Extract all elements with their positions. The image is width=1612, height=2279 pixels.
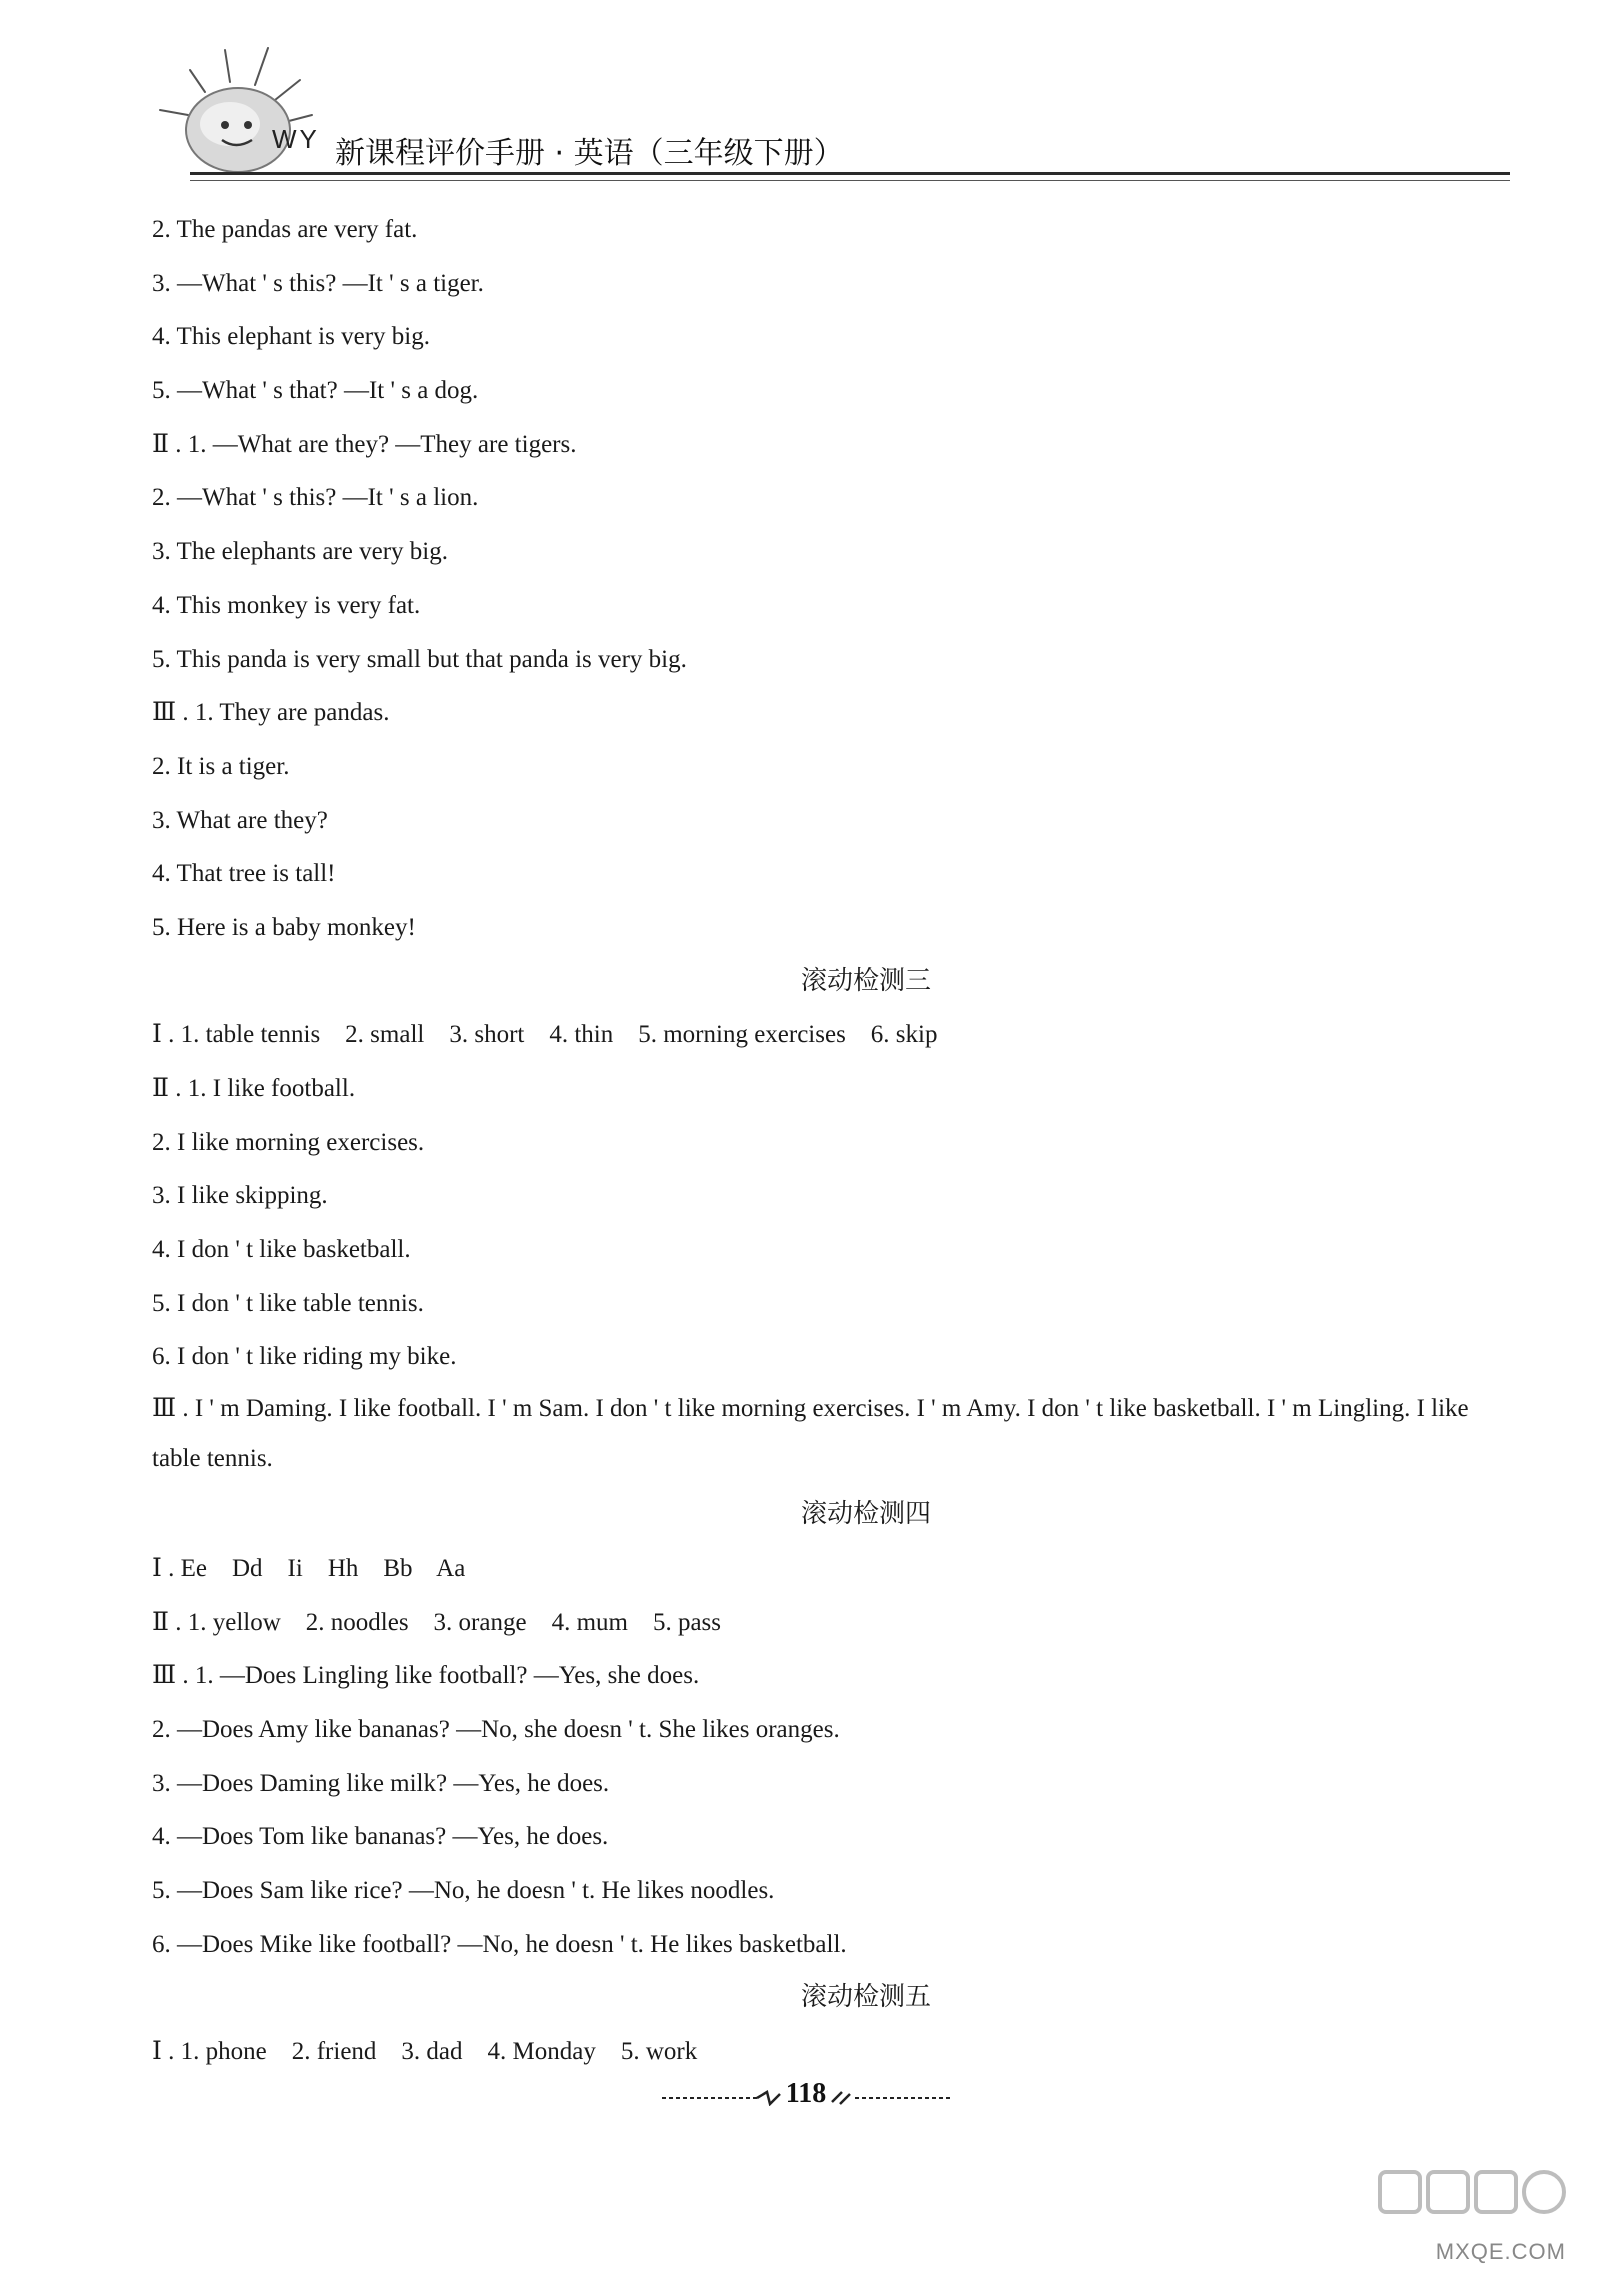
answer-line: 3. —Does Daming like milk? —Yes, he does. (152, 1769, 610, 1797)
answer-line: 4. That tree is tall! (152, 860, 336, 888)
answer-line: 5. Here is a baby monkey! (152, 913, 416, 941)
left-flourish-icon (662, 2090, 782, 2106)
answer-line: 3. What are they? (152, 806, 328, 834)
answer-line: Ⅰ . Ee Dd Ii Hh Bb Aa (152, 1554, 466, 1582)
answer-line: 3. The elephants are very big. (152, 538, 448, 566)
answer-line: 6. I don ' t like riding my bike. (152, 1343, 457, 1371)
answer-line: Ⅱ . 1. yellow 2. noodles 3. orange 4. mum 5. pass (152, 1608, 722, 1636)
answer-line: Ⅱ . 1. I like football. (152, 1075, 356, 1102)
book-title: 新课程评价手册 · 英语（三年级下册） (335, 136, 844, 171)
answer-line: 2. —Does Amy like bananas? —No, she doesn ' t. She likes oranges. (152, 1715, 840, 1743)
header-rule (190, 172, 1510, 175)
sun-mascot-icon (150, 40, 320, 180)
right-flourish-icon (830, 2090, 950, 2106)
answer-line: 4. This elephant is very big. (152, 323, 430, 351)
answer-line: 6. —Does Mike like football? —No, he doesn ' t. He likes basketball. (152, 1930, 847, 1958)
section-heading: 滚动检测五 (800, 1982, 931, 2013)
answer-line: 4. This monkey is very fat. (152, 591, 421, 619)
answer-line: 4. —Does Tom like bananas? —Yes, he does. (152, 1823, 609, 1851)
section-heading: 滚动检测三 (800, 965, 931, 996)
section-heading: 滚动检测四 (800, 1499, 931, 1530)
page-header (150, 40, 1510, 190)
answer-line: 2. The pandas are very fat. (152, 216, 418, 243)
answer-line: 5. This panda is very small but that panda is very big. (152, 645, 687, 673)
page-number: 118 (785, 2078, 827, 2109)
answer-line: 5. —What ' s that? —It ' s a dog. (152, 377, 479, 405)
answer-line: 3. —What ' s this? —It ' s a tiger. (152, 269, 484, 297)
answer-line: 2. —What ' s this? —It ' s a lion. (152, 484, 479, 512)
answer-line: 5. I don ' t like table tennis. (152, 1289, 424, 1317)
answer-line: Ⅰ . 1. phone 2. friend 3. dad 4. Monday 5. work (152, 2038, 698, 2065)
answer-paragraph: Ⅲ . I ' m Daming. I like football. I ' m Sam. I don ' t like morning exercises. I ' m Amy. I don ' t like basketball. I ' m Lingling. I like table tennis. (152, 1395, 1469, 1473)
answer-content (152, 203, 1512, 2079)
answer-line: 2. I like morning exercises. (152, 1128, 425, 1156)
answer-line: 3. I like skipping. (152, 1182, 328, 1210)
answer-line: Ⅱ . 1. —What are they? —They are tigers. (152, 430, 577, 458)
answer-line: 4. I don ' t like basketball. (152, 1236, 411, 1264)
answer-line: Ⅰ . 1. table tennis 2. small 3. short 4. thin 5. morning exercises 6. skip (152, 1021, 938, 1049)
brand-mark: WY (272, 124, 320, 154)
answer-line: 2. It is a tiger. (152, 752, 290, 780)
header-rule-thin (190, 180, 1510, 181)
answer-line: Ⅲ . 1. They are pandas. (152, 699, 390, 727)
page-footer (0, 2078, 1612, 2110)
watermark-text: MXQE.COM (1435, 2239, 1566, 2264)
answer-line: Ⅲ . 1. —Does Lingling like football? —Yes, she does. (152, 1662, 700, 1690)
answer-line: 5. —Does Sam like rice? —No, he doesn ' t. He likes noodles. (152, 1876, 775, 1904)
